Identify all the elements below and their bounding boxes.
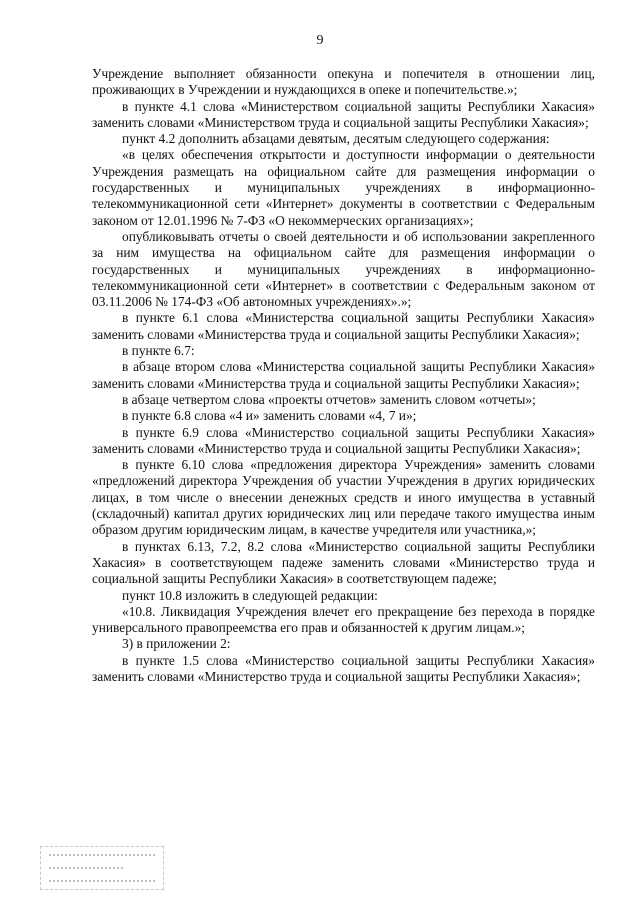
paragraph: 3) в приложении 2: — [122, 636, 231, 652]
paragraph: в пункте 4.1 слова «Министерством социальной защиты Республики Хакасия» заменить словами «Министерством труда и социальной защиты Республики Хакасия»; — [92, 98, 595, 130]
faint-stamp — [40, 846, 164, 890]
stamp-line — [49, 854, 155, 860]
paragraph: в пункте 6.9 слова «Министерство социальной защиты Республики Хакасия» заменить словами «Министерство труда и социальной защиты Республики Хакасия»; — [92, 424, 595, 456]
paragraph: Учреждение выполняет обязанности опекуна и попечителя в отношении лиц, проживающих в Учреждении и нуждающихся в опеке и попечительстве.»; — [92, 66, 595, 98]
paragraph: «в целях обеспечения открытости и доступности информации о деятельности Учреждения размещать на официальном сайте для размещения информации о государственных и муниципальных учреждениях в информационно-телекоммуникационной сети «Интернет» документы в соответствии с Федеральным законом от 12.01.1996 № 7-ФЗ «О некоммерческих организациях»; — [92, 147, 595, 228]
stamp-line — [49, 867, 123, 873]
paragraph: в пункте 6.8 слова «4 и» заменить словами «4, 7 и»; — [122, 408, 417, 424]
page-number: 9 — [316, 33, 324, 48]
paragraph: опубликовывать отчеты о своей деятельности и об использовании закрепленного за ним имущества на официальном сайте для размещения информации о государственных и муниципальных учреждениях в информационно-телекоммуникационной сети «Интернет» в соответствии с Федеральным законом от 03.11.2006 № 174-ФЗ «Об автономных учреждениях».»; — [92, 228, 595, 310]
stamp-line — [49, 880, 155, 886]
paragraph: в абзаце втором слова «Министерства социальной защиты Республики Хакасия» заменить словами «Министерства труда и социальной защиты Республики Хакасия»; — [92, 359, 595, 391]
paragraph: пункт 4.2 дополнить абзацами девятым, десятым следующего содержания: — [122, 131, 550, 147]
document-body — [92, 66, 595, 685]
paragraph: в пункте 6.7: — [122, 343, 195, 359]
paragraph: в абзаце четвертом слова «проекты отчетов» заменить словом «отчеты»; — [122, 391, 536, 407]
paragraph: пункт 10.8 изложить в следующей редакции: — [122, 587, 378, 603]
paragraph: «10.8. Ликвидация Учреждения влечет его прекращение без перехода в порядке универсального правопреемства его прав и обязанностей к другим лицам.»; — [92, 603, 595, 636]
paragraph: в пункте 1.5 слова «Министерство социальной защиты Республики Хакасия» заменить словами «Министерство труда и социальной защиты Республики Хакасия»; — [92, 652, 595, 684]
paragraph: в пункте 6.10 слова «предложения директора Учреждения» заменить словами «предложений директора Учреждения об участии Учреждения в других юридических лицах, в том числе о внесении денежных средств и иного имущества в уставный (складочный) капитал других юридических лиц или передаче такого имущества иным образом другим юридическим лицам, в качестве учредителя или участника,»; — [92, 457, 595, 538]
paragraph: в пункте 6.1 слова «Министерства социальной защиты Республики Хакасия» заменить словами «Министерства труда и социальной защиты Республики Хакасия»; — [92, 310, 595, 342]
paragraph: в пунктах 6.13, 7.2, 8.2 слова «Министерство социальной защиты Республики Хакасия» в соответствующем падеже заменить словами «Министерство труда и социальной защиты Республики Хакасия» в соответствующем падеже; — [92, 538, 595, 587]
